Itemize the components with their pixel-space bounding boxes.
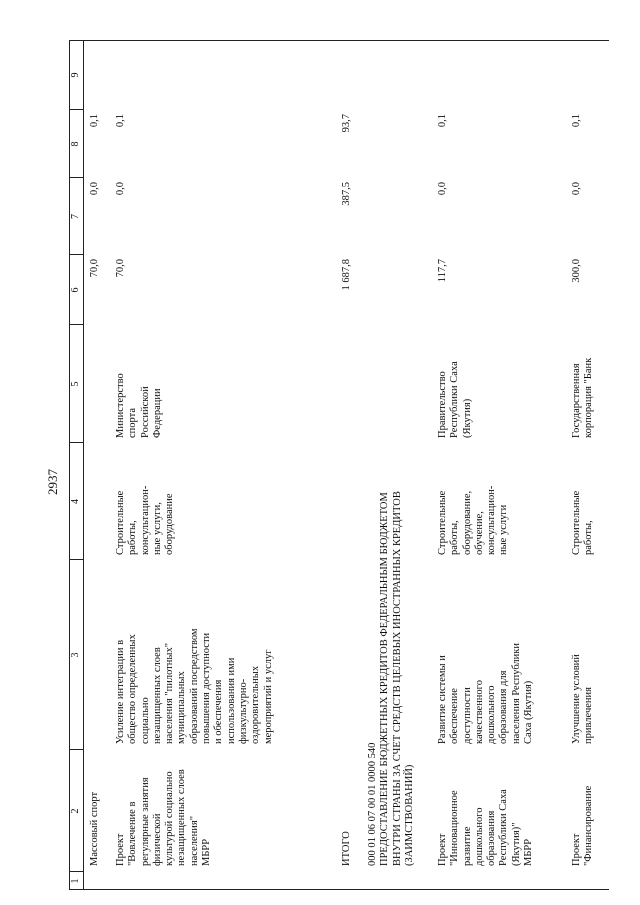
row-project1-name bbox=[115, 752, 213, 866]
row-project1-name-line: МБРР bbox=[201, 838, 213, 866]
row-project3-type-line: работы, bbox=[583, 520, 595, 555]
row-project1-type-line: консультацион- bbox=[139, 485, 151, 555]
row-project2-goal-line: доступности bbox=[461, 687, 473, 744]
row-project1-type-line: Строительные bbox=[115, 490, 126, 555]
col-number-6: 6 bbox=[70, 287, 81, 293]
row-project3-c7: 0,0 bbox=[571, 182, 582, 196]
table bbox=[69, 40, 609, 890]
row-project1-name-line: культурой социально bbox=[164, 771, 176, 866]
row-project2-goal-line: дошкольного bbox=[486, 685, 498, 744]
total-c8: 93,7 bbox=[341, 114, 352, 133]
row-project2-executor-line: Правительство bbox=[437, 371, 448, 438]
row-project3-name-line: Проект bbox=[571, 833, 582, 866]
row-project2-goal-line: Развитие системы и bbox=[437, 655, 448, 744]
row-project2-name bbox=[437, 752, 535, 866]
row-project3-executor-line: корпорация "Банк bbox=[583, 357, 595, 438]
row-project2-name-line: МБРР bbox=[523, 838, 535, 866]
row-project1-goal-line: Усиление интеграции в bbox=[115, 639, 126, 744]
row-project1-c8: 0,1 bbox=[115, 114, 126, 128]
row-project1-goal bbox=[115, 562, 275, 744]
row-project3-type bbox=[571, 445, 596, 555]
header-bottom-border bbox=[83, 40, 84, 890]
row-project1-goal-line: мероприятий и услуг bbox=[262, 649, 274, 744]
row-project1-goal-line: социально bbox=[139, 697, 151, 744]
row-project2-executor-line: (Якутия) bbox=[461, 398, 473, 438]
row-project2-type-line: консультацион- bbox=[486, 485, 498, 555]
total-c7: 387,5 bbox=[341, 182, 352, 206]
row-project2-type-line: обучение, bbox=[473, 511, 485, 555]
row-project2-type-line: ные услуги bbox=[498, 504, 510, 555]
row-project1-name-line: Проект bbox=[115, 833, 126, 866]
row-project2-goal-line: населения Республики bbox=[510, 643, 522, 744]
row-project2-name-line: Проект bbox=[437, 833, 448, 866]
row-project1-name-line: физической bbox=[151, 813, 163, 866]
row-project1-name-line: населения" bbox=[188, 816, 200, 866]
row-project1-goal-line: муниципальных bbox=[176, 671, 188, 744]
row-project2-name-line: дошкольного bbox=[473, 807, 485, 866]
section-code: 000 01 06 07 00 01 0000 540 bbox=[367, 742, 378, 866]
row-mass-sport-c7: 0,0 bbox=[89, 182, 100, 196]
row-project1-executor-line: Федерации bbox=[151, 388, 163, 438]
col-number-4: 4 bbox=[70, 499, 81, 504]
row-project1-goal-line: населения "пилотных" bbox=[164, 643, 176, 744]
row-project2-type-line: Строительные bbox=[437, 490, 448, 555]
row-project1-goal-line: и обеспечения bbox=[213, 679, 225, 744]
row-project1-name-line: "Вовлечение в bbox=[127, 801, 139, 866]
row-project1-executor-line: Министерство bbox=[115, 373, 126, 438]
row-project1-goal-line: повышения доступности bbox=[201, 632, 213, 744]
row-project1-goal-line: незащищенных слоев bbox=[151, 647, 163, 744]
row-project3-goal-line: Улучшение условий bbox=[571, 654, 582, 744]
row-project2-goal-line: Саха (Якутия) bbox=[523, 680, 535, 744]
section-title-line: ПРЕДОСТАВЛЕНИЕ БЮДЖЕТНЫХ КРЕДИТОВ ФЕДЕРАЛЬНЫМ БЮДЖЕТОМ bbox=[379, 492, 391, 866]
row-project3-executor bbox=[571, 326, 596, 438]
section-title-line: (ЗАИМСТВОВАНИЙ) bbox=[403, 764, 415, 866]
row-project1-name-line: регулярные занятия bbox=[139, 777, 151, 866]
row-project1-type-line: работы, bbox=[127, 520, 139, 555]
row-project1-goal-line: оздоровительных bbox=[250, 665, 262, 744]
row-project2-name-line: образования bbox=[486, 810, 498, 866]
page-number: 2937 bbox=[45, 469, 60, 495]
row-project2-executor-line: Республики Саха bbox=[449, 361, 461, 438]
row-project3-c8: 0,1 bbox=[571, 114, 582, 128]
row-project1-executor-line: Российской bbox=[139, 386, 151, 438]
section-heading bbox=[367, 46, 416, 866]
row-project2-type-line: оборудование, bbox=[461, 490, 473, 555]
row-project2-goal-line: качественного bbox=[473, 680, 485, 744]
col-number-1: 1 bbox=[70, 878, 81, 884]
col-number-5: 5 bbox=[70, 381, 81, 387]
section-title-line: ВНУТРИ СТРАНЫ ЗА СЧЕТ СРЕДСТВ ЦЕЛЕВЫХ ИНОСТРАННЫХ КРЕДИТОВ bbox=[391, 491, 403, 866]
row-project1-goal-line: использования ими bbox=[225, 657, 237, 744]
row-project2-name-line: (Якутия)" bbox=[510, 822, 522, 866]
row-mass-sport-c8: 0,1 bbox=[89, 114, 100, 128]
row-project1-executor-line: спорта bbox=[127, 407, 139, 438]
row-project2-name-line: Республики Саха bbox=[498, 789, 510, 866]
row-project3-name bbox=[571, 752, 596, 866]
row-project2-goal-line: обеспечение bbox=[449, 688, 461, 744]
row-project2-name-line: "Инновационное bbox=[449, 790, 461, 866]
row-mass-sport-c6: 70,0 bbox=[89, 259, 100, 278]
row-project2-goal-line: образования для bbox=[498, 670, 510, 744]
total-c6: 1 687,8 bbox=[341, 259, 352, 291]
row-project2-name-line: развитие bbox=[461, 826, 473, 866]
row-project1-type bbox=[115, 445, 176, 555]
row-project2-goal bbox=[437, 562, 535, 744]
row-project3-name-line: "Финансирование bbox=[583, 785, 595, 866]
row-project3-executor-line: Государственная bbox=[571, 363, 582, 438]
row-project3-goal bbox=[571, 562, 596, 744]
table-left-border bbox=[69, 889, 609, 890]
row-project1-goal-line: образований посредством bbox=[188, 628, 200, 744]
col-number-9: 9 bbox=[70, 72, 81, 78]
row-project3-c6: 300,0 bbox=[571, 259, 582, 283]
row-project1-c7: 0,0 bbox=[115, 182, 126, 196]
row-project2-c8: 0,1 bbox=[437, 114, 448, 128]
col-number-8: 8 bbox=[70, 141, 81, 147]
row-project1-name-line: незащищенных слоев bbox=[176, 769, 188, 866]
total-label: ИТОГО bbox=[341, 831, 352, 866]
row-project2-executor bbox=[437, 326, 474, 438]
col-number-2: 2 bbox=[70, 808, 81, 814]
row-project1-goal-line: физкультурно- bbox=[237, 678, 249, 744]
row-project2-c6: 117,7 bbox=[437, 259, 448, 283]
rotated-table-frame bbox=[45, 40, 605, 890]
col-number-3: 3 bbox=[70, 652, 81, 658]
row-project1-c6: 70,0 bbox=[115, 259, 126, 278]
row-mass-sport-name: Массовый спорт bbox=[89, 791, 100, 866]
row-project1-type-line: ные услуги, bbox=[151, 502, 163, 555]
table-right-border bbox=[69, 40, 609, 41]
row-project2-type-line: работы, bbox=[449, 520, 461, 555]
row-project2-type bbox=[437, 445, 511, 555]
col-number-7: 7 bbox=[70, 214, 81, 219]
row-project3-goal-line: привлечения bbox=[583, 687, 595, 744]
row-project2-c7: 0,0 bbox=[437, 182, 448, 196]
row-project1-executor bbox=[115, 326, 164, 438]
row-project3-type-line: Строительные bbox=[571, 490, 582, 555]
row-project1-type-line: оборудование bbox=[164, 493, 176, 555]
row-project1-goal-line: общество определенных bbox=[127, 634, 139, 744]
